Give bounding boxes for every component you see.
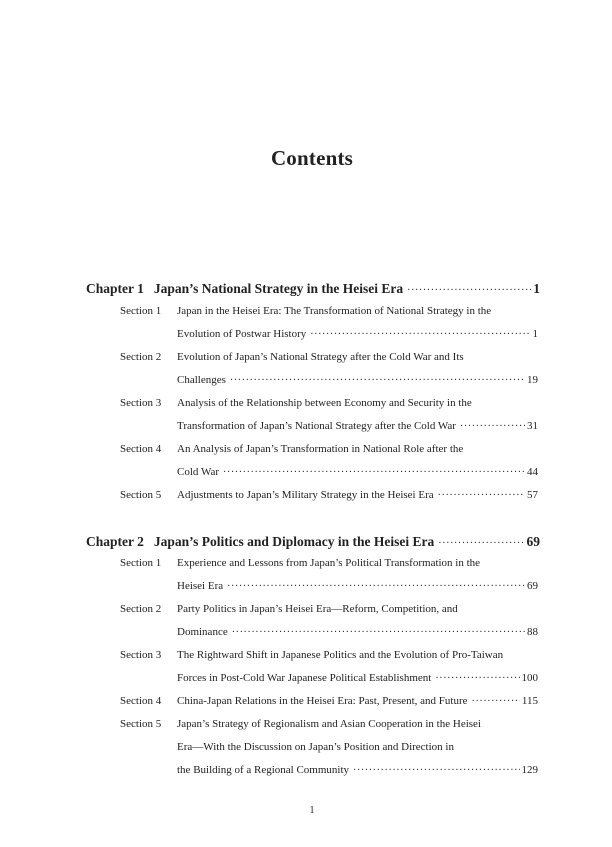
section-page-number: 57 [527,489,538,501]
section-label: Section 5 [120,489,162,501]
section-title-text: Forces in Post-Cold War Japanese Political Establishment [177,672,432,684]
chapter-page-number: 1 [533,281,540,296]
section-page-number: 115 [521,695,538,707]
dot-leader [460,421,525,432]
section-1-1-title-line[interactable] [177,305,538,317]
section-label: Section 4 [120,443,162,455]
section-1-1-title-line[interactable] [177,328,538,340]
section-title-text: The Rightward Shift in Japanese Politics and the Evolution of Pro-Taiwan [177,649,504,661]
chapter-number: Chapter 2 [86,534,144,549]
section-page-number: 88 [527,626,538,638]
section-label: Section 3 [120,649,162,661]
section-2-5-title-line[interactable] [177,764,538,776]
section-title-text: Evolution of Postwar History [177,328,307,340]
chapter-page-number: 69 [526,534,540,549]
section-2-1-title-line[interactable] [177,580,538,592]
chapter-number: Chapter 1 [86,281,144,296]
dot-leader [223,467,525,478]
section-page-number: 100 [521,672,538,684]
dot-leader [472,696,520,707]
section-page-number: 44 [527,466,538,478]
section-title-text: Party Politics in Japan’s Heisei Era—Reform, Competition, and [177,603,458,615]
dot-leader [353,765,519,776]
section-2-1-title-line[interactable] [177,557,538,569]
section-label: Section 1 [120,557,162,569]
dot-leader [232,627,525,638]
dot-leader [435,673,519,684]
section-1-5-title-line[interactable] [177,489,538,501]
section-1-3-title-line[interactable] [177,420,538,432]
section-2-5-title-line[interactable] [177,741,538,753]
section-label: Section 3 [120,397,162,409]
section-1-4-title-line[interactable] [177,466,538,478]
section-label: Section 5 [120,718,162,730]
section-label: Section 1 [120,305,162,317]
section-1-2-title-line[interactable] [177,351,538,363]
section-title-text: Dominance [177,626,228,638]
section-title-text: Challenges [177,374,226,386]
section-2-2-title-line[interactable] [177,626,538,638]
section-title-text: China-Japan Relations in the Heisei Era: Past, Present, and Future [177,695,468,707]
dot-leader [407,285,531,296]
section-label: Section 2 [120,351,162,363]
section-title-text: An Analysis of Japan’s Transformation in National Role after the [177,443,464,455]
dot-leader [438,538,524,549]
dot-leader [310,329,530,340]
section-2-4-title-line[interactable] [177,695,538,707]
section-label: Section 2 [120,603,162,615]
section-page-number: 1 [532,328,538,340]
chapter-2-entry[interactable] [86,534,540,550]
section-title-text: Analysis of the Relationship between Economy and Security in the [177,397,472,409]
section-title-text: Transformation of Japan’s National Strategy after the Cold War [177,420,456,432]
section-page-number: 31 [527,420,538,432]
section-title-text: Experience and Lessons from Japan’s Political Transformation in the [177,557,481,569]
section-page-number: 19 [527,374,538,386]
section-title-text: Evolution of Japan’s National Strategy after the Cold War and Its [177,351,464,363]
section-page-number: 129 [521,764,538,776]
section-title-text: Japan in the Heisei Era: The Transformation of National Strategy in the [177,305,492,317]
section-title-text: the Building of a Regional Community [177,764,350,776]
dot-leader [438,490,525,501]
chapter-title: Japan’s Politics and Diplomacy in the Heisei Era [153,534,435,549]
dot-leader [230,375,525,386]
dot-leader [227,581,525,592]
section-title-text: Adjustments to Japan’s Military Strategy in the Heisei Era [177,489,434,501]
section-label: Section 4 [120,695,162,707]
section-title-text: Japan’s Strategy of Regionalism and Asian Cooperation in the Heisei [177,718,481,730]
page-number: 1 [309,805,315,816]
section-page-number: 69 [527,580,538,592]
chapter-1-entry[interactable] [86,281,540,297]
section-title-text: Era—With the Discussion on Japan’s Position and Direction in [177,741,454,753]
section-1-3-title-line[interactable] [177,397,538,409]
section-title-text: Heisei Era [177,580,224,592]
section-1-2-title-line[interactable] [177,374,538,386]
section-2-3-title-line[interactable] [177,649,538,661]
section-2-5-title-line[interactable] [177,718,538,730]
section-title-text: Cold War [177,466,219,478]
page-title: Contents [270,146,354,170]
section-2-2-title-line[interactable] [177,603,538,615]
section-1-4-title-line[interactable] [177,443,538,455]
chapter-title: Japan’s National Strategy in the Heisei Era [153,281,404,296]
section-2-3-title-line[interactable] [177,672,538,684]
